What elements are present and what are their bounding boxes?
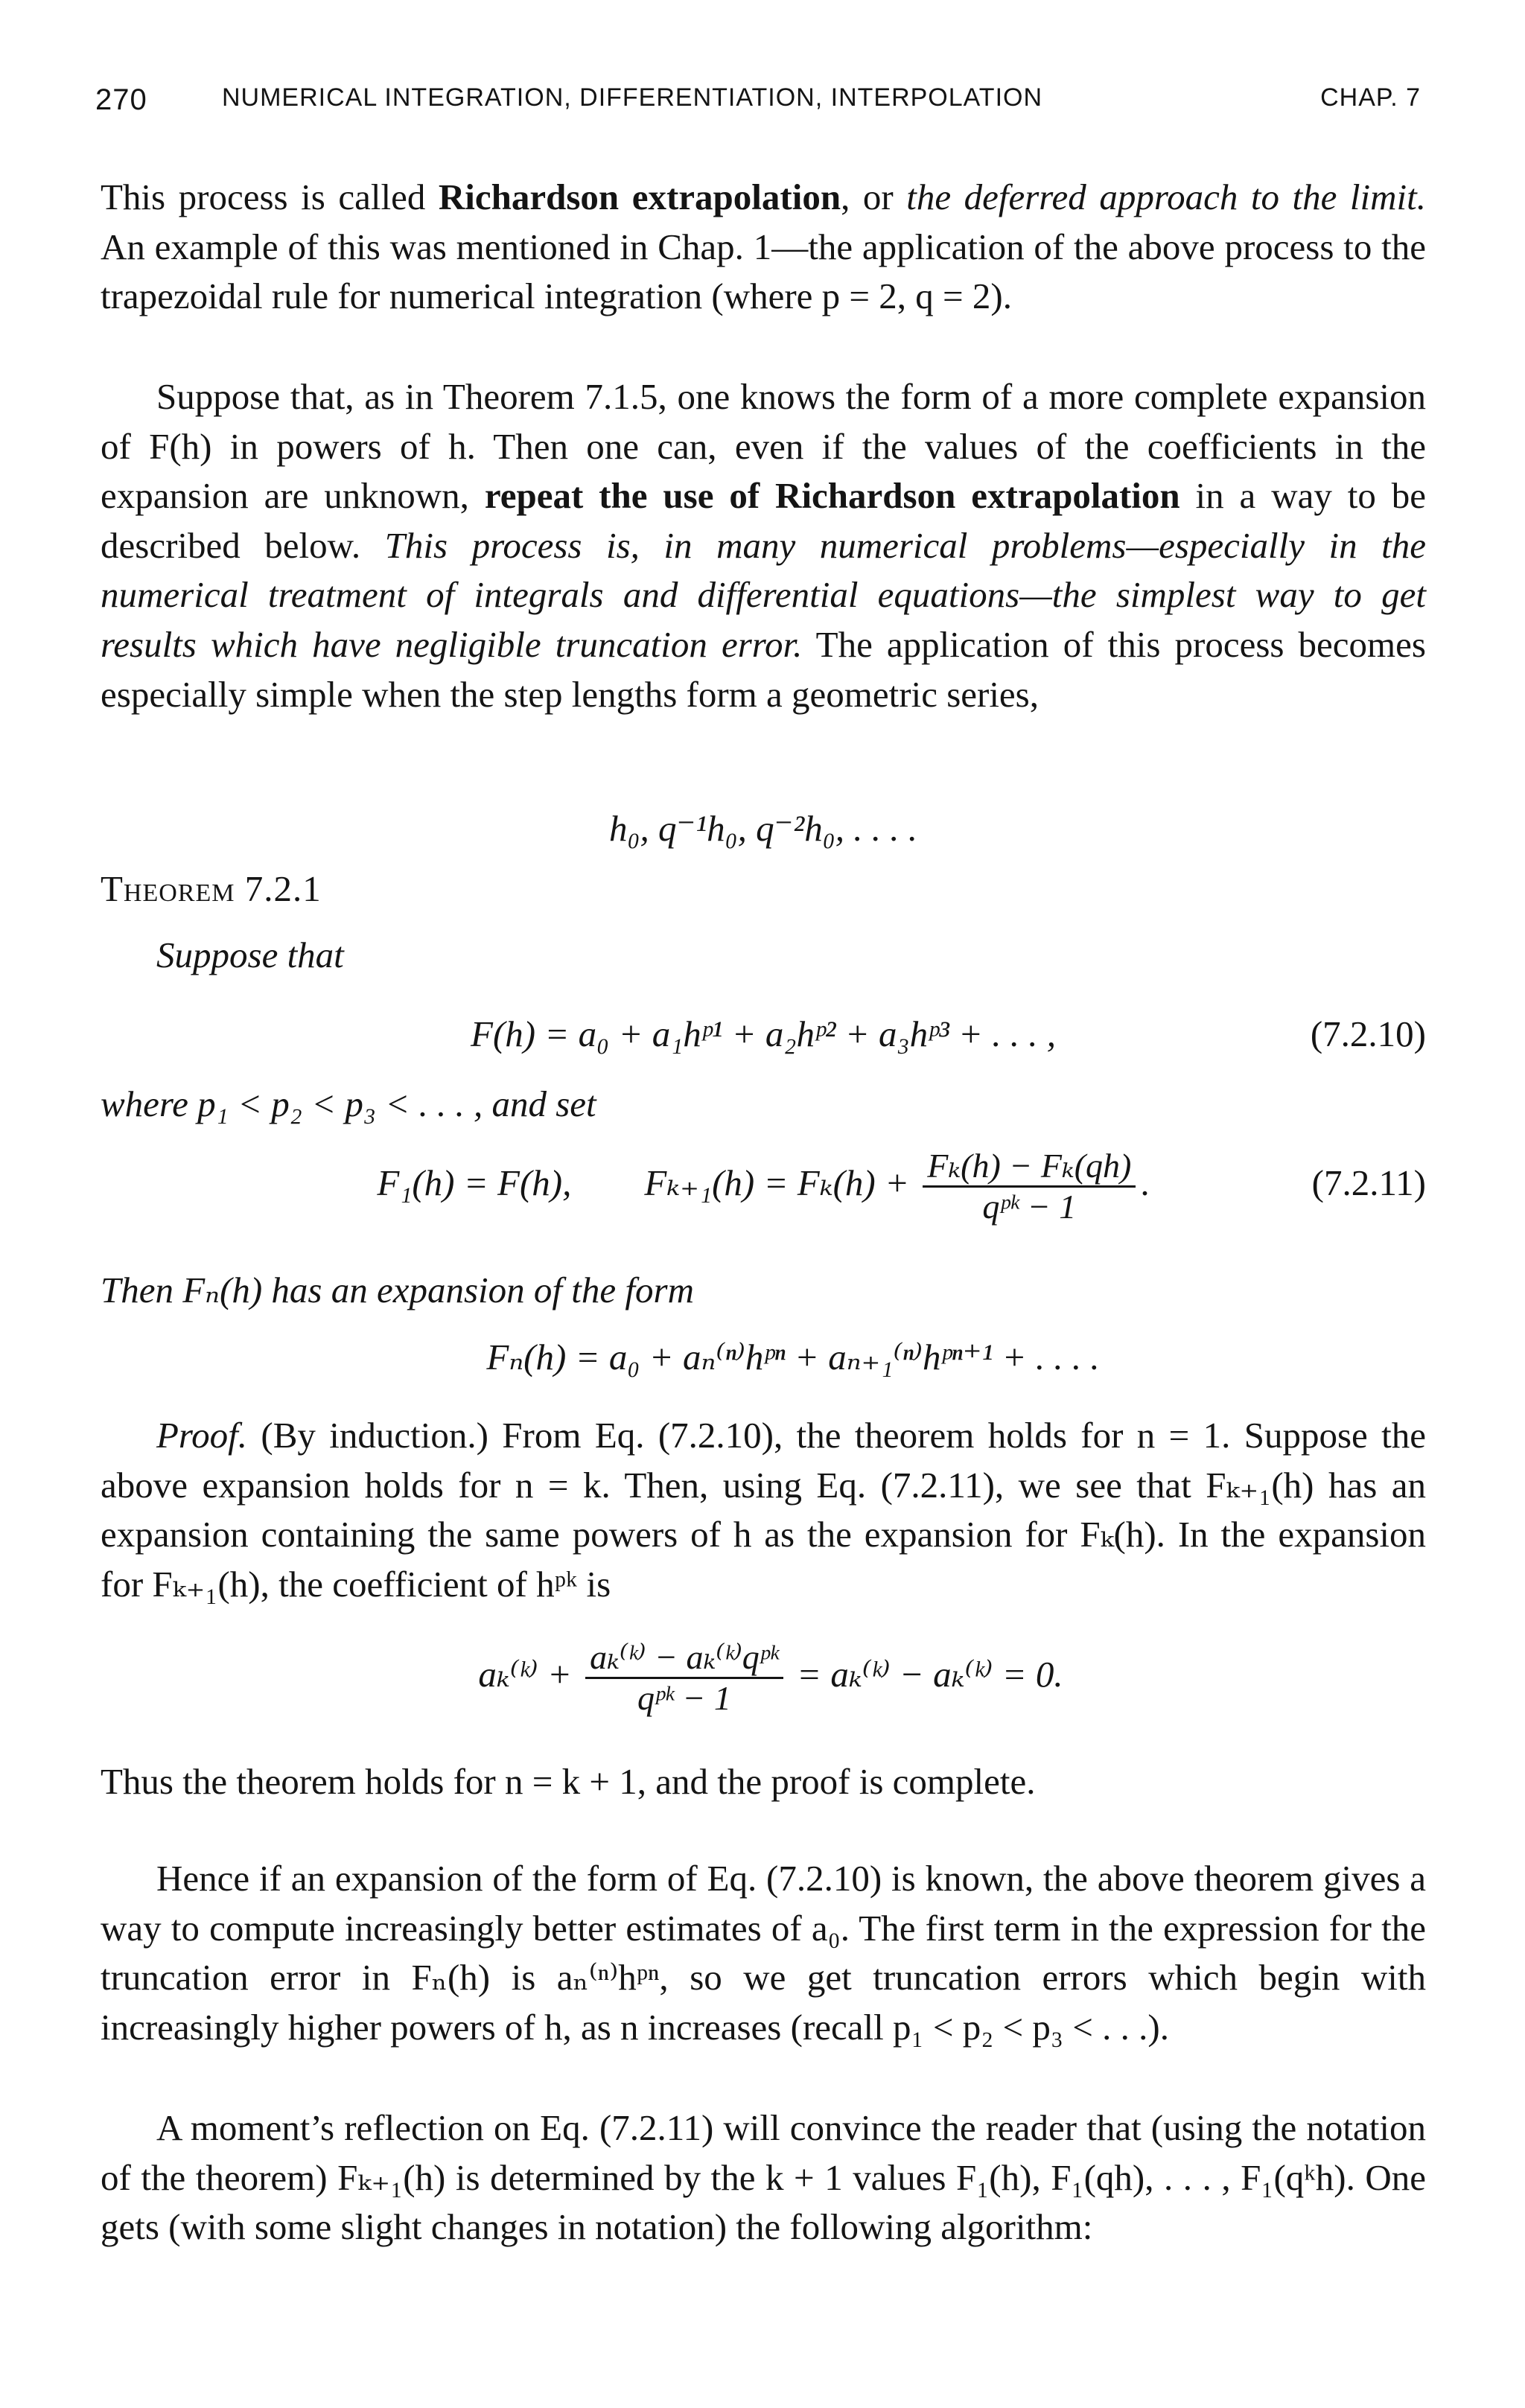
equation-fn-expansion: Fₙ(h) = a₀ + aₙ⁽ⁿ⁾hᵖⁿ + aₙ₊₁⁽ⁿ⁾hᵖⁿ⁺¹ + . . . .: [486, 1337, 1100, 1377]
text-span: (By induction.) From Eq. (7.2.10), the theorem holds for n = 1. Suppose the above expansion holds for n = k. Then, using Eq. (7.2.11), we see that Fₖ₊₁(h) has an expansion containing the same powers of h as the expansion for Fₖ(h). In the expansion for Fₖ₊₁(h), the coefficient of hᵖᵏ is: [101, 1415, 1426, 1605]
text-span: An example of this was mentioned in Chap. 1—the application of the above process to the trapezoidal rule for numerical integration (where p = 2, q = 2).: [101, 226, 1426, 317]
equation-expansion: F(h) = a₀ + a₁hᵖ¹ + a₂hᵖ² + a₃hᵖ³ + . . . ,: [471, 1013, 1056, 1054]
text-span: The application of this process becomes especially simple when the step lengths form a geometric series,: [101, 623, 1426, 715]
text-span: , or: [841, 176, 907, 217]
proof-end-text: Thus the theorem holds for n = k + 1, and the proof is complete.: [101, 1761, 1036, 1802]
proof-paragraph: [101, 1411, 1426, 1609]
geometric-series-line: [101, 804, 1426, 853]
paragraph-reflection: [101, 2103, 1426, 2252]
equation-period: .: [1140, 1162, 1150, 1203]
coefficient-equation: [101, 1638, 1426, 1718]
paragraph-repeated-extrapolation: [101, 372, 1426, 719]
equation-7-2-11: [101, 1139, 1426, 1243]
hence-text: Hence if an expansion of the form of Eq. (7.2.10) is known, the above theorem gives a way to compute increasingly better estimates of a₀. The first term in the expression for the truncation error in Fₙ(h) is aₙ⁽ⁿ⁾hᵖⁿ, so we get truncation errors which begin with increasingly higher powers of h, as n increases (recall p₁ < p₂ < p₃ < . . .).: [101, 1858, 1426, 2048]
paragraph-richardson: [101, 173, 1426, 322]
bold-term: Richardson extrapolation: [438, 176, 841, 217]
proof-conclusion: [101, 1757, 1426, 1807]
equation-recurrence: F₁(h) = F(h), Fₖ₊₁(h) = Fₖ(h) +: [377, 1162, 919, 1203]
equation-left: aₖ⁽ᵏ⁾ +: [478, 1653, 582, 1695]
equation-right: = aₖ⁽ᵏ⁾ − aₖ⁽ᵏ⁾ = 0.: [787, 1653, 1063, 1695]
fraction-denominator: qᵖᵏ − 1: [637, 1679, 731, 1717]
italic-term: the deferred approach to the limit.: [906, 176, 1426, 217]
expansion-form-line: [101, 1333, 1426, 1382]
geometric-series: h₀, q⁻¹h₀, q⁻²h₀, . . . .: [609, 808, 917, 849]
text-span: This process is called: [101, 176, 439, 217]
suppose-line: [156, 931, 1199, 981]
equation-number: (7.2.10): [1310, 1013, 1426, 1054]
reflection-text: A moment’s reflection on Eq. (7.2.11) will convince the reader that (using the notation of the theorem) Fₖ₊₁(h) is determined by the k + 1 values F₁(h), F₁(qh), . . . , F₁(qᵏh). One gets (with some slight changes in notation) the following algorithm:: [101, 2107, 1426, 2248]
coefficient-fraction: [585, 1638, 783, 1718]
where-text: where p₁ < p₂ < p₃ < . . . , and set: [101, 1083, 596, 1124]
running-title: NUMERICAL INTEGRATION, DIFFERENTIATION, INTERPOLATION: [222, 83, 1043, 112]
chapter-label: CHAP. 7: [1320, 83, 1421, 112]
equation-7-2-10: [101, 998, 1426, 1080]
fraction-numerator: aₖ⁽ᵏ⁾ − aₖ⁽ᵏ⁾qᵖᵏ: [590, 1638, 779, 1676]
equation-number: (7.2.11): [1311, 1162, 1426, 1203]
bold-term: repeat the use of Richardson extrapolation: [484, 475, 1180, 517]
then-text: Then Fₙ(h) has an expansion of the form: [101, 1270, 694, 1310]
text-span: in a way to be described below.: [101, 475, 1426, 566]
proof-label: Proof.: [156, 1415, 248, 1456]
theorem-title: Theorem 7.2.1: [101, 868, 322, 909]
where-line: [101, 1080, 1426, 1130]
italic-sentence: This process is, in many numerical problems—especially in the numerical treatment of integrals and differential equations—the simplest way to get results which have negligible truncation error.: [101, 524, 1426, 665]
paragraph-hence: [101, 1854, 1426, 2052]
suppose-text: Suppose that: [156, 934, 344, 975]
page-number: 270: [95, 83, 147, 116]
recurrence-fraction: [923, 1147, 1136, 1226]
fraction-numerator: Fₖ(h) − Fₖ(qh): [927, 1147, 1132, 1185]
theorem-heading: [101, 867, 1426, 910]
text-span: Suppose that, as in Theorem 7.1.5, one knows the form of a more complete expansion of F(h) in powers of h. Then one can, even if the values of the coefficients in the expansion are unknown,: [101, 376, 1426, 517]
then-line: [101, 1266, 1426, 1316]
running-header: [95, 83, 1421, 128]
fraction-denominator: qᵖᵏ − 1: [982, 1188, 1077, 1226]
